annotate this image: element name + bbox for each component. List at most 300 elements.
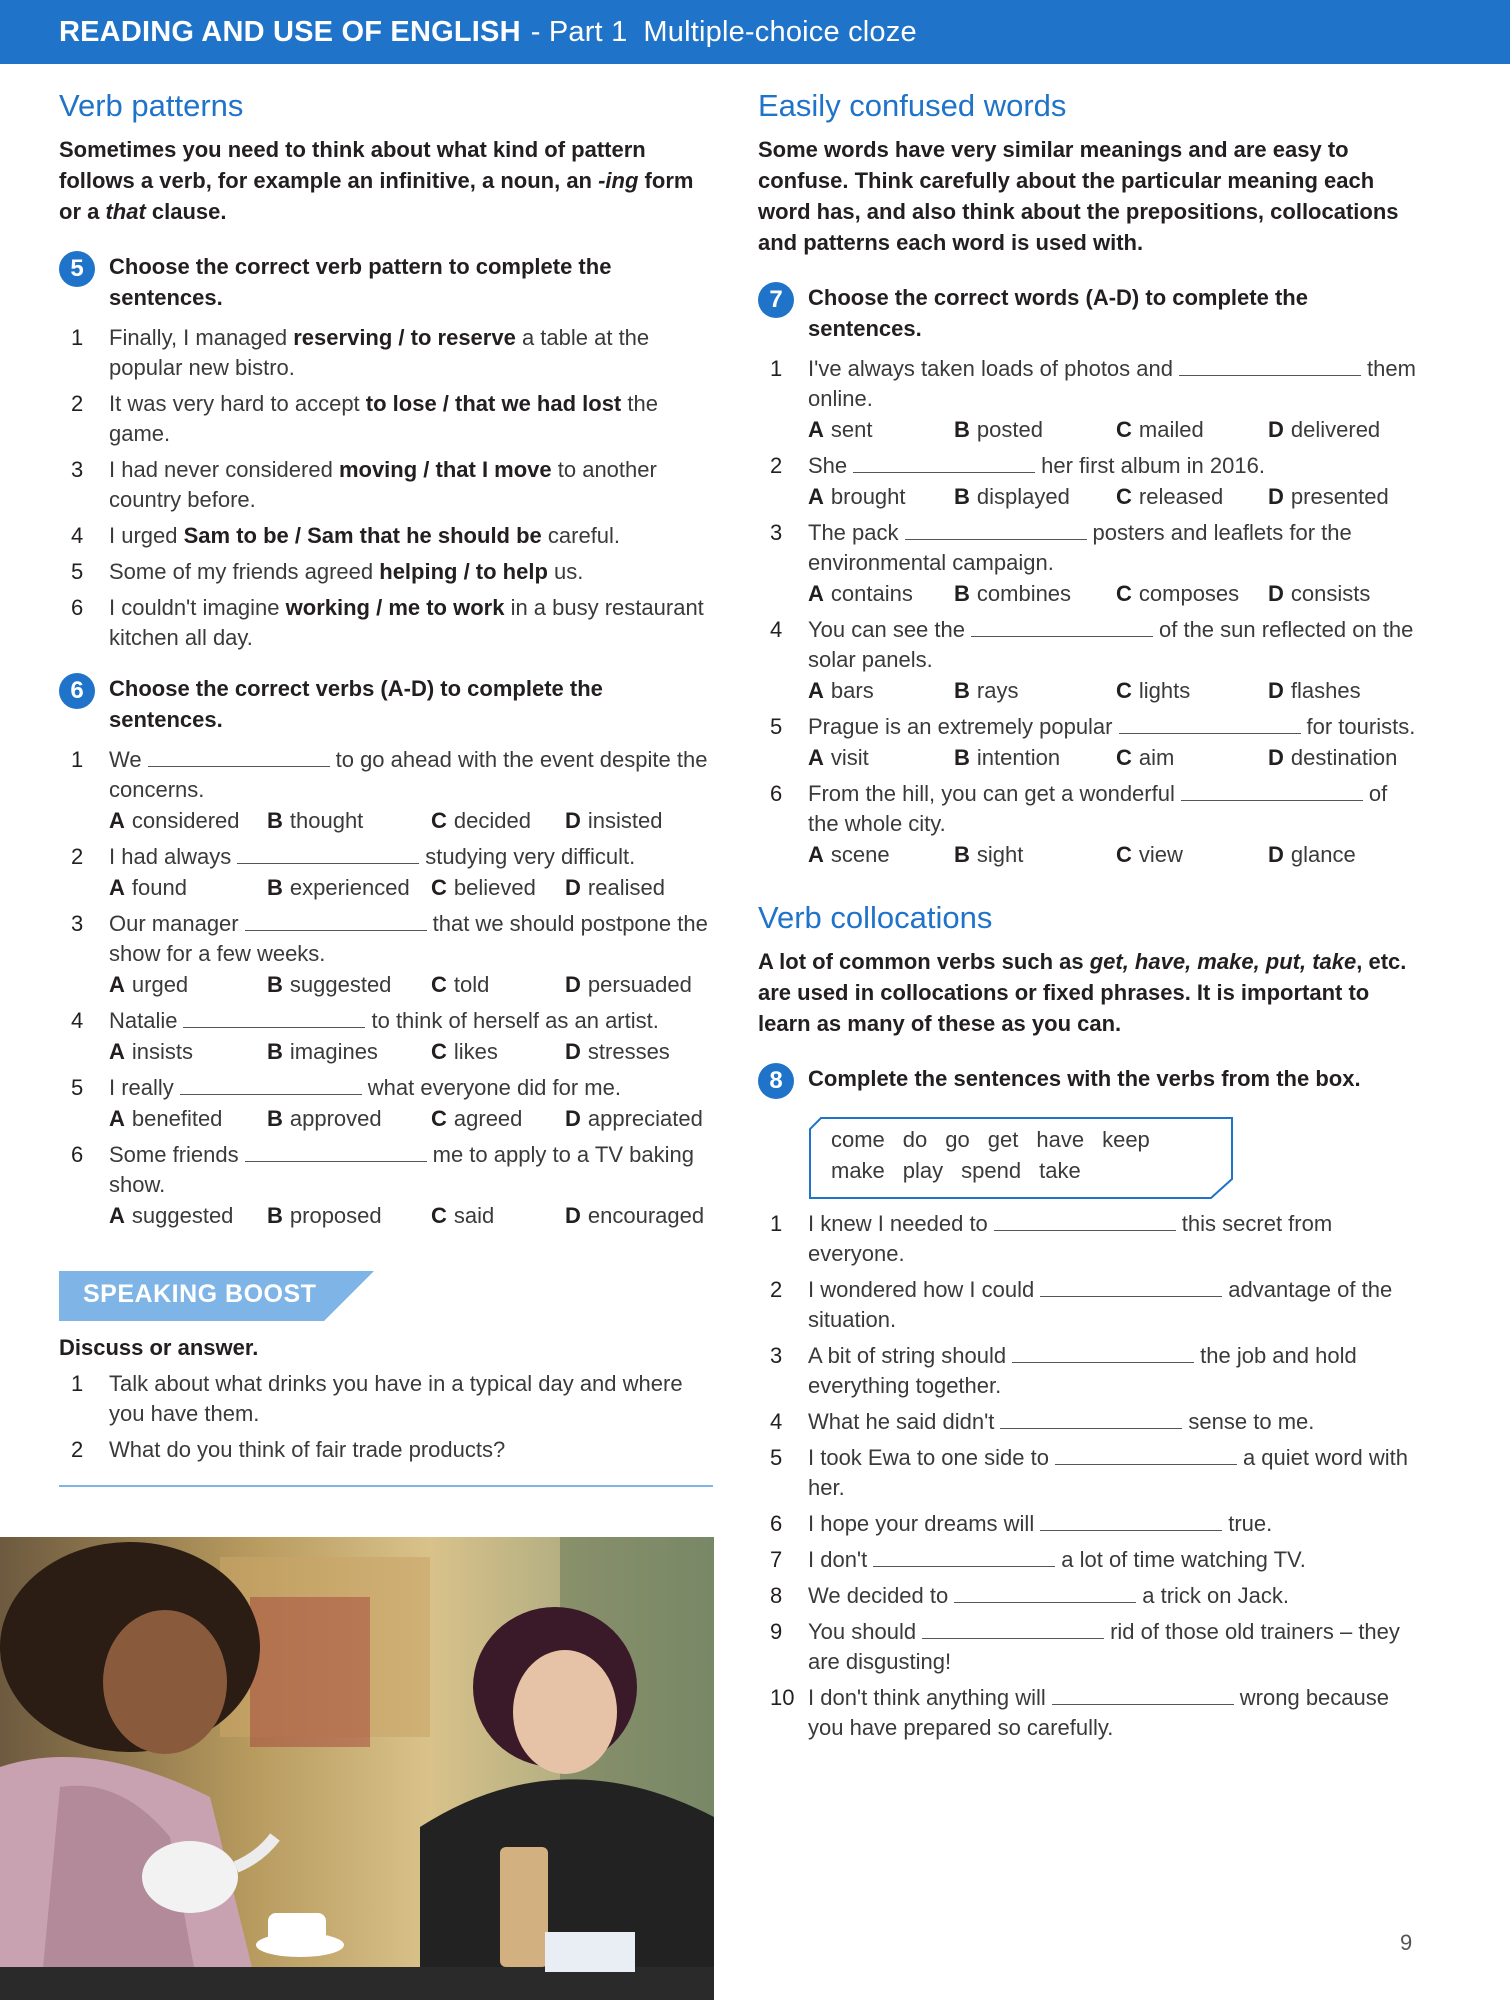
item-post: that we should postpone the show for a few weeks. (109, 911, 708, 966)
task-5-items (59, 323, 721, 653)
item-pre: It was very hard to accept (109, 391, 366, 416)
option-text: persuaded (587, 972, 692, 997)
item-text (808, 779, 1420, 839)
item-pre: You can see the (808, 617, 965, 642)
item-choice: helping / to help (379, 559, 548, 584)
list-item (59, 593, 721, 653)
task-7 (758, 282, 1420, 344)
speaking-items (59, 1369, 721, 1465)
task-instruction: Choose the correct words (A-D) to complete the sentences. (808, 285, 1308, 341)
item-pre: We decided to (808, 1583, 949, 1608)
item-post: a table at the popular new bistro. (109, 325, 650, 380)
option-text: intention (976, 745, 1061, 770)
option-text: combines (976, 581, 1072, 606)
answer-option[interactable] (431, 805, 565, 836)
answer-blank[interactable] (245, 1140, 427, 1162)
list-item (59, 389, 721, 449)
answer-option[interactable] (1116, 414, 1268, 445)
answer-option[interactable] (954, 578, 1116, 609)
option-text: sent (830, 417, 873, 442)
item-post: careful. (541, 523, 621, 548)
answer-options (109, 969, 721, 1000)
page-number: 9 (1400, 1930, 1413, 1955)
item-number: 10 (770, 1685, 795, 1710)
answer-option[interactable] (1268, 839, 1428, 870)
answer-blank[interactable] (1179, 354, 1361, 376)
answer-option[interactable] (565, 969, 725, 1000)
item-post: studying very difficult. (425, 844, 636, 869)
item-pre: Prague is an extremely popular (808, 714, 1113, 739)
list-item (758, 518, 1420, 578)
answer-option[interactable] (109, 872, 267, 903)
option-letter: B (954, 745, 970, 770)
list-item (59, 455, 721, 515)
answer-option[interactable] (431, 1036, 565, 1067)
answer-option[interactable] (565, 872, 725, 903)
option-text: view (1138, 842, 1183, 867)
task-8-items (758, 1209, 1420, 1743)
answer-blank[interactable] (1040, 1509, 1222, 1531)
item-text (109, 1073, 721, 1103)
item-number: 2 (71, 844, 84, 869)
list-item (758, 1617, 1420, 1677)
option-letter: C (431, 808, 447, 833)
item-number: 8 (770, 1583, 783, 1608)
answer-blank[interactable] (905, 518, 1087, 540)
item-text: What do you think of fair trade products? (109, 1437, 506, 1462)
item-post: posters and leaflets for the environmental campaign. (808, 520, 1352, 575)
answer-option[interactable] (267, 872, 431, 903)
photo-illustration (0, 1537, 714, 2000)
option-letter: D (1268, 842, 1284, 867)
divider (59, 1485, 713, 1487)
task-instruction: Choose the correct verbs (A-D) to complete the sentences. (109, 676, 603, 732)
option-text: visit (830, 745, 869, 770)
answer-blank[interactable] (971, 615, 1153, 637)
task-number-badge: 7 (758, 282, 794, 318)
answer-option[interactable] (431, 1200, 565, 1231)
item-pre: I've always taken loads of photos and (808, 356, 1173, 381)
option-text: appreciated (587, 1106, 703, 1131)
item-choice: working / me to work (285, 595, 505, 620)
task-6-items (59, 745, 721, 1231)
item-pre: The pack (808, 520, 899, 545)
option-text: insists (131, 1039, 194, 1064)
box-word: come (831, 1127, 885, 1152)
answer-blank[interactable] (245, 909, 427, 931)
item-choice: reserving / to reserve (293, 325, 516, 350)
item-text (808, 1209, 1420, 1269)
answer-option[interactable] (565, 1200, 725, 1231)
item-post: rid of those old trainers – they are disgusting! (808, 1619, 1400, 1674)
item-text (808, 615, 1420, 675)
item-post: in a busy restaurant kitchen all day. (109, 595, 704, 650)
item-text (109, 557, 721, 587)
header-title: Multiple-choice cloze (643, 15, 917, 48)
item-post: to go ahead with the event despite the concerns. (109, 747, 708, 802)
option-text: agreed (453, 1106, 523, 1131)
item-number: 6 (71, 595, 84, 620)
list-item (758, 1209, 1420, 1269)
answer-blank[interactable] (994, 1209, 1176, 1231)
option-text: consists (1290, 581, 1371, 606)
answer-option[interactable] (808, 839, 954, 870)
option-text: stresses (587, 1039, 670, 1064)
answer-option[interactable] (808, 742, 954, 773)
option-letter: C (431, 1106, 447, 1131)
list-item (758, 1581, 1420, 1611)
option-letter: B (267, 1203, 283, 1228)
left-column (59, 84, 721, 1487)
option-text: posted (976, 417, 1043, 442)
option-letter: B (954, 581, 970, 606)
option-letter: A (808, 678, 824, 703)
option-text: experienced (289, 875, 410, 900)
item-text (808, 518, 1420, 578)
item-text (808, 1683, 1420, 1743)
item-text (109, 593, 721, 653)
answer-option[interactable] (808, 675, 954, 706)
option-text: told (453, 972, 490, 997)
task-number-badge: 8 (758, 1063, 794, 1099)
list-item (758, 1683, 1420, 1743)
option-text: aim (1138, 745, 1175, 770)
list-item (59, 1369, 721, 1429)
answer-blank[interactable] (1052, 1683, 1234, 1705)
answer-blank[interactable] (237, 842, 419, 864)
list-item (758, 712, 1420, 742)
option-text: likes (453, 1039, 498, 1064)
task-instruction: Choose the correct verb pattern to complete the sentences. (109, 254, 612, 310)
item-text (808, 1545, 1420, 1575)
option-letter: A (109, 1106, 125, 1131)
item-number: 4 (770, 617, 783, 642)
item-number: 9 (770, 1619, 783, 1644)
task-instruction: Complete the sentences with the verbs from the box. (808, 1066, 1361, 1091)
item-number: 2 (770, 1277, 783, 1302)
option-letter: A (109, 808, 125, 833)
item-text (109, 842, 721, 872)
list-item (758, 451, 1420, 481)
option-letter: D (565, 808, 581, 833)
answer-option[interactable] (565, 805, 725, 836)
option-letter: A (109, 1039, 125, 1064)
answer-blank[interactable] (180, 1073, 362, 1095)
answer-options (109, 1103, 721, 1134)
item-post: me to apply to a TV baking show. (109, 1142, 694, 1197)
item-pre: You should (808, 1619, 917, 1644)
option-text: said (453, 1203, 495, 1228)
option-letter: B (954, 484, 970, 509)
verb-collocations-title: Verb collocations (758, 900, 993, 935)
list-item (758, 1443, 1420, 1503)
easily-confused-title: Easily confused words (758, 88, 1067, 123)
item-pre: I don't think anything will (808, 1685, 1046, 1710)
answer-option[interactable] (109, 805, 267, 836)
option-text: decided (453, 808, 531, 833)
option-letter: A (808, 484, 824, 509)
item-number: 5 (770, 1445, 783, 1470)
item-number: 1 (71, 325, 84, 350)
answer-options (109, 805, 721, 836)
option-text: benefited (131, 1106, 223, 1131)
item-post: true. (1228, 1511, 1273, 1536)
item-pre: She (808, 453, 848, 478)
item-number: 1 (71, 747, 84, 772)
item-choice: to lose / that we had lost (365, 391, 622, 416)
item-text (808, 1617, 1420, 1677)
option-letter: B (954, 417, 970, 442)
item-number: 1 (71, 1371, 84, 1396)
item-text: Talk about what drinks you have in a typical day and where you have them. (109, 1371, 683, 1426)
item-number: 3 (71, 457, 84, 482)
header-bar (0, 0, 1510, 64)
item-pre: Natalie (109, 1008, 178, 1033)
answer-option[interactable] (954, 742, 1116, 773)
list-item (59, 1073, 721, 1103)
option-letter: A (808, 581, 824, 606)
list-item (758, 1509, 1420, 1539)
answer-option[interactable] (109, 1036, 267, 1067)
answer-options (808, 839, 1420, 870)
answer-option[interactable] (1268, 742, 1428, 773)
answer-blank[interactable] (922, 1617, 1104, 1639)
item-pre: Finally, I managed (109, 325, 294, 350)
verb-patterns-title: Verb patterns (59, 88, 244, 123)
answer-blank[interactable] (1000, 1407, 1182, 1429)
option-letter: C (431, 1203, 447, 1228)
item-number: 3 (770, 1343, 783, 1368)
answer-option[interactable] (954, 414, 1116, 445)
item-pre: I had always (109, 844, 232, 869)
answer-option[interactable] (1268, 481, 1428, 512)
answer-options (109, 1036, 721, 1067)
box-word: spend (961, 1158, 1022, 1183)
option-letter: A (109, 972, 125, 997)
answer-option[interactable] (1268, 675, 1428, 706)
answer-option[interactable] (1116, 742, 1268, 773)
list-item (758, 354, 1420, 414)
answer-option[interactable] (109, 969, 267, 1000)
item-pre: Our manager (109, 911, 239, 936)
option-letter: D (565, 1106, 581, 1131)
item-post: a lot of time watching TV. (1061, 1547, 1306, 1572)
answer-options (808, 742, 1420, 773)
answer-option[interactable] (808, 481, 954, 512)
item-text (808, 1341, 1420, 1401)
option-letter: C (1116, 484, 1132, 509)
answer-blank[interactable] (954, 1581, 1136, 1603)
answer-option[interactable] (565, 1103, 725, 1134)
item-pre: From the hill, you can get a wonderful (808, 781, 1175, 806)
option-letter: D (565, 1203, 581, 1228)
item-post: them online. (808, 356, 1416, 411)
option-text: scene (830, 842, 890, 867)
answer-options (808, 481, 1420, 512)
list-item (758, 1275, 1420, 1335)
option-text: imagines (289, 1039, 378, 1064)
answer-options (109, 1200, 721, 1231)
answer-option[interactable] (1268, 414, 1428, 445)
box-word: play (902, 1158, 944, 1183)
option-text: rays (976, 678, 1019, 703)
item-text (109, 455, 721, 515)
option-letter: B (267, 875, 283, 900)
item-post: what everyone did for me. (367, 1075, 621, 1100)
option-text: destination (1290, 745, 1398, 770)
option-text: bars (830, 678, 874, 703)
list-item (758, 1341, 1420, 1401)
answer-blank[interactable] (1181, 779, 1363, 801)
option-text: realised (587, 875, 665, 900)
option-letter: D (565, 1039, 581, 1064)
item-post: the game. (109, 391, 658, 446)
item-number: 3 (770, 520, 783, 545)
option-letter: A (808, 842, 824, 867)
item-pre: I wondered how I could (808, 1277, 1035, 1302)
answer-blank[interactable] (148, 745, 330, 767)
answer-blank[interactable] (873, 1545, 1055, 1567)
word-box-row (831, 1127, 1168, 1153)
answer-blank[interactable] (1012, 1341, 1194, 1363)
option-text: believed (453, 875, 536, 900)
item-post: for tourists. (1306, 714, 1416, 739)
item-number: 4 (770, 1409, 783, 1434)
answer-option[interactable] (431, 1103, 565, 1134)
list-item (758, 1545, 1420, 1575)
cafe-photo (0, 1537, 714, 2000)
item-text (808, 1581, 1420, 1611)
option-letter: A (808, 417, 824, 442)
option-letter: B (954, 842, 970, 867)
answer-option[interactable] (267, 1103, 431, 1134)
item-number: 4 (71, 523, 84, 548)
speaking-boost-banner (59, 1271, 374, 1321)
answer-option[interactable] (267, 1200, 431, 1231)
answer-option[interactable] (808, 578, 954, 609)
item-number: 1 (770, 1211, 783, 1236)
item-text (109, 745, 721, 805)
right-column (758, 84, 1420, 1743)
list-item (59, 745, 721, 805)
box-word: get (987, 1127, 1019, 1152)
option-text: insisted (587, 808, 663, 833)
item-pre: I had never considered (109, 457, 339, 482)
item-number: 7 (770, 1547, 783, 1572)
item-pre: I don't (808, 1547, 868, 1572)
option-letter: C (431, 1039, 447, 1064)
option-text: thought (289, 808, 364, 833)
item-text (808, 712, 1420, 742)
answer-option[interactable] (808, 414, 954, 445)
option-letter: D (1268, 745, 1284, 770)
box-word: keep (1102, 1127, 1150, 1152)
answer-option[interactable] (431, 872, 565, 903)
item-text (109, 389, 721, 449)
answer-option[interactable] (1116, 578, 1268, 609)
option-text: contains (830, 581, 913, 606)
verb-word-box (809, 1117, 1233, 1199)
option-text: urged (131, 972, 189, 997)
task-5 (59, 251, 721, 313)
option-letter: C (1116, 581, 1132, 606)
item-pre: I urged (109, 523, 184, 548)
item-text (808, 451, 1420, 481)
answer-option[interactable] (565, 1036, 725, 1067)
option-letter: D (1268, 678, 1284, 703)
item-post: us. (547, 559, 584, 584)
item-post: of the sun reflected on the solar panels. (808, 617, 1414, 672)
item-text (808, 1509, 1420, 1539)
list-item (758, 779, 1420, 839)
option-text: displayed (976, 484, 1070, 509)
answer-option[interactable] (954, 675, 1116, 706)
verb-patterns-intro: Sometimes you need to think about what kind of pattern follows a verb, for example an infinitive, a noun, an -ing form or a that clause. (59, 137, 694, 224)
option-letter: A (808, 745, 824, 770)
answer-blank[interactable] (183, 1006, 365, 1028)
answer-option[interactable] (1116, 675, 1268, 706)
option-text: glance (1290, 842, 1356, 867)
item-number: 2 (770, 453, 783, 478)
option-letter: D (1268, 484, 1284, 509)
item-number: 6 (770, 1511, 783, 1536)
option-letter: C (431, 875, 447, 900)
list-item (59, 1140, 721, 1200)
answer-option[interactable] (109, 1103, 267, 1134)
option-text: composes (1138, 581, 1240, 606)
list-item (59, 1435, 721, 1465)
answer-option[interactable] (954, 481, 1116, 512)
answer-blank[interactable] (853, 451, 1035, 473)
option-letter: C (1116, 745, 1132, 770)
answer-option[interactable] (267, 1036, 431, 1067)
answer-option[interactable] (954, 839, 1116, 870)
answer-option[interactable] (109, 1200, 267, 1231)
answer-blank[interactable] (1055, 1443, 1237, 1465)
answer-option[interactable] (267, 969, 431, 1000)
list-item (59, 557, 721, 587)
option-letter: B (267, 1039, 283, 1064)
task-7-items (758, 354, 1420, 870)
option-text: sight (976, 842, 1024, 867)
answer-blank[interactable] (1040, 1275, 1222, 1297)
option-letter: C (1116, 842, 1132, 867)
task-8 (758, 1063, 1420, 1099)
item-pre: Some of my friends agreed (109, 559, 380, 584)
item-pre: Some friends (109, 1142, 239, 1167)
item-number: 4 (71, 1008, 84, 1033)
item-number: 2 (71, 391, 84, 416)
item-text (109, 909, 721, 969)
option-text: released (1138, 484, 1224, 509)
header-part: - Part 1 (530, 15, 628, 48)
answer-option[interactable] (1116, 481, 1268, 512)
item-pre: I couldn't imagine (109, 595, 286, 620)
option-letter: B (267, 808, 283, 833)
answer-option[interactable] (1268, 578, 1428, 609)
answer-blank[interactable] (1119, 712, 1301, 734)
option-letter: B (267, 972, 283, 997)
item-choice: moving / that I move (338, 457, 552, 482)
answer-option[interactable] (431, 969, 565, 1000)
answer-option[interactable] (1116, 839, 1268, 870)
item-pre: I took Ewa to one side to (808, 1445, 1049, 1470)
option-letter: D (565, 972, 581, 997)
item-post: to think of herself as an artist. (371, 1008, 659, 1033)
option-letter: C (1116, 678, 1132, 703)
box-word: have (1036, 1127, 1085, 1152)
answer-option[interactable] (267, 805, 431, 836)
